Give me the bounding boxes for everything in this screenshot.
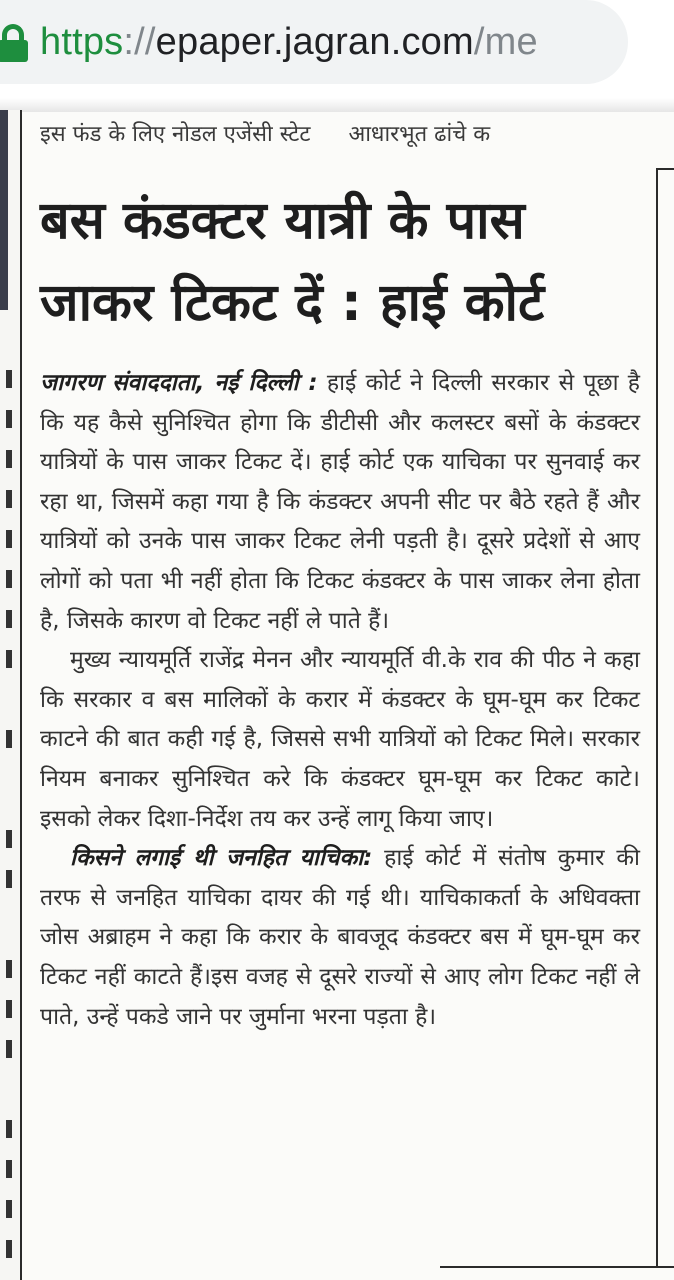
- adjacent-column-edge: [0, 110, 22, 1280]
- url-separator: ://: [123, 20, 156, 63]
- url-scheme: https: [40, 20, 124, 63]
- previous-line-left: इस फंड के लिए नोडल एजेंसी स्टेट: [40, 122, 311, 147]
- paragraph-1-text: हाई कोर्ट ने दिल्ली सरकार से पूछा है कि यह कैसे सुनिश्चित होगा कि डीटीसी और कलस्टर बसों के कंडक्टर यात्रियों के पास जाकर टिकट दें। हाई कोर्ट एक याचिका पर सुनवाई कर रहा था, जिसमें कहा गया है कि कंडक्टर अपनी सीट पर बैठे रहते हैं और यात्रियों को उनके पास जाकर टिकट लेनी पड़ती है। दूसरे प्रदेशों से आए लोगों को पता भी नहीं होता कि टिकट कंडक्टर के पास जाकर लेना होता है, जिसके कारण वो टिकट नहीं ले पाते हैं।: [40, 370, 640, 634]
- url-path: /me: [473, 20, 538, 63]
- headline-line-2: जाकर टिकट दें : हाई कोर्ट: [40, 273, 545, 333]
- article-paragraph: [40, 364, 640, 641]
- article-headline: [40, 180, 640, 344]
- url-host: epaper.jagran.com: [155, 20, 474, 63]
- column-rule: [656, 168, 658, 1268]
- previous-article-line: [40, 118, 674, 154]
- paragraph-2-text: मुख्य न्यायमूर्ति राजेंद्र मेनन और न्यायमूर्ति वी.के राव की पीठ ने कहा कि सरकार व बस मालिकों के करार में कंडक्टर के घूम-घूम कर टिकट काटने की बात कही गई है, जिससे सभी यात्रियों को टिकट मिले। सरकार नियम बनाकर सुनिश्चित करे कि कंडक्टर घूम-घूम कर टिकट काटे। इसको लेकर दिशा-निर्देश तय कर उन्हें लागू किया जाए।: [40, 647, 640, 832]
- byline: जागरण संवाददाता, नई दिल्ली :: [40, 370, 318, 396]
- subheading: किसने लगाई थी जनहित याचिका:: [70, 845, 373, 872]
- paragraph-3-text: हाई कोर्ट में संतोष कुमार की तरफ से जनहित याचिका दायर की गई थी। याचिकाकर्ता के अधिवक्ता जोस अब्राहम ने कहा कि करार के बावजूद कंडक्टर बस में घूम-घूम कर टिकट नहीं काटते हैं।इस वजह से दूसरे राज्यों से आए लोग टिकट नहीं ले पाते, उन्हें पकडे जाने पर जुर्माना भरना पड़ता है।: [40, 845, 641, 1030]
- url-text[interactable]: [40, 21, 600, 64]
- address-bar[interactable]: [0, 0, 628, 84]
- article-paragraph: [40, 839, 640, 1037]
- page-shadow: [0, 98, 674, 112]
- headline-line-1: बस कंडक्टर यात्री के पास: [40, 191, 525, 251]
- previous-line-right: आधारभूत ढांचे क: [348, 122, 491, 147]
- column-rule-top: [656, 168, 674, 170]
- article-paragraph: [40, 641, 640, 839]
- bottom-rule: [440, 1266, 674, 1268]
- lock-icon[interactable]: [0, 22, 30, 62]
- article-body: [40, 364, 640, 1037]
